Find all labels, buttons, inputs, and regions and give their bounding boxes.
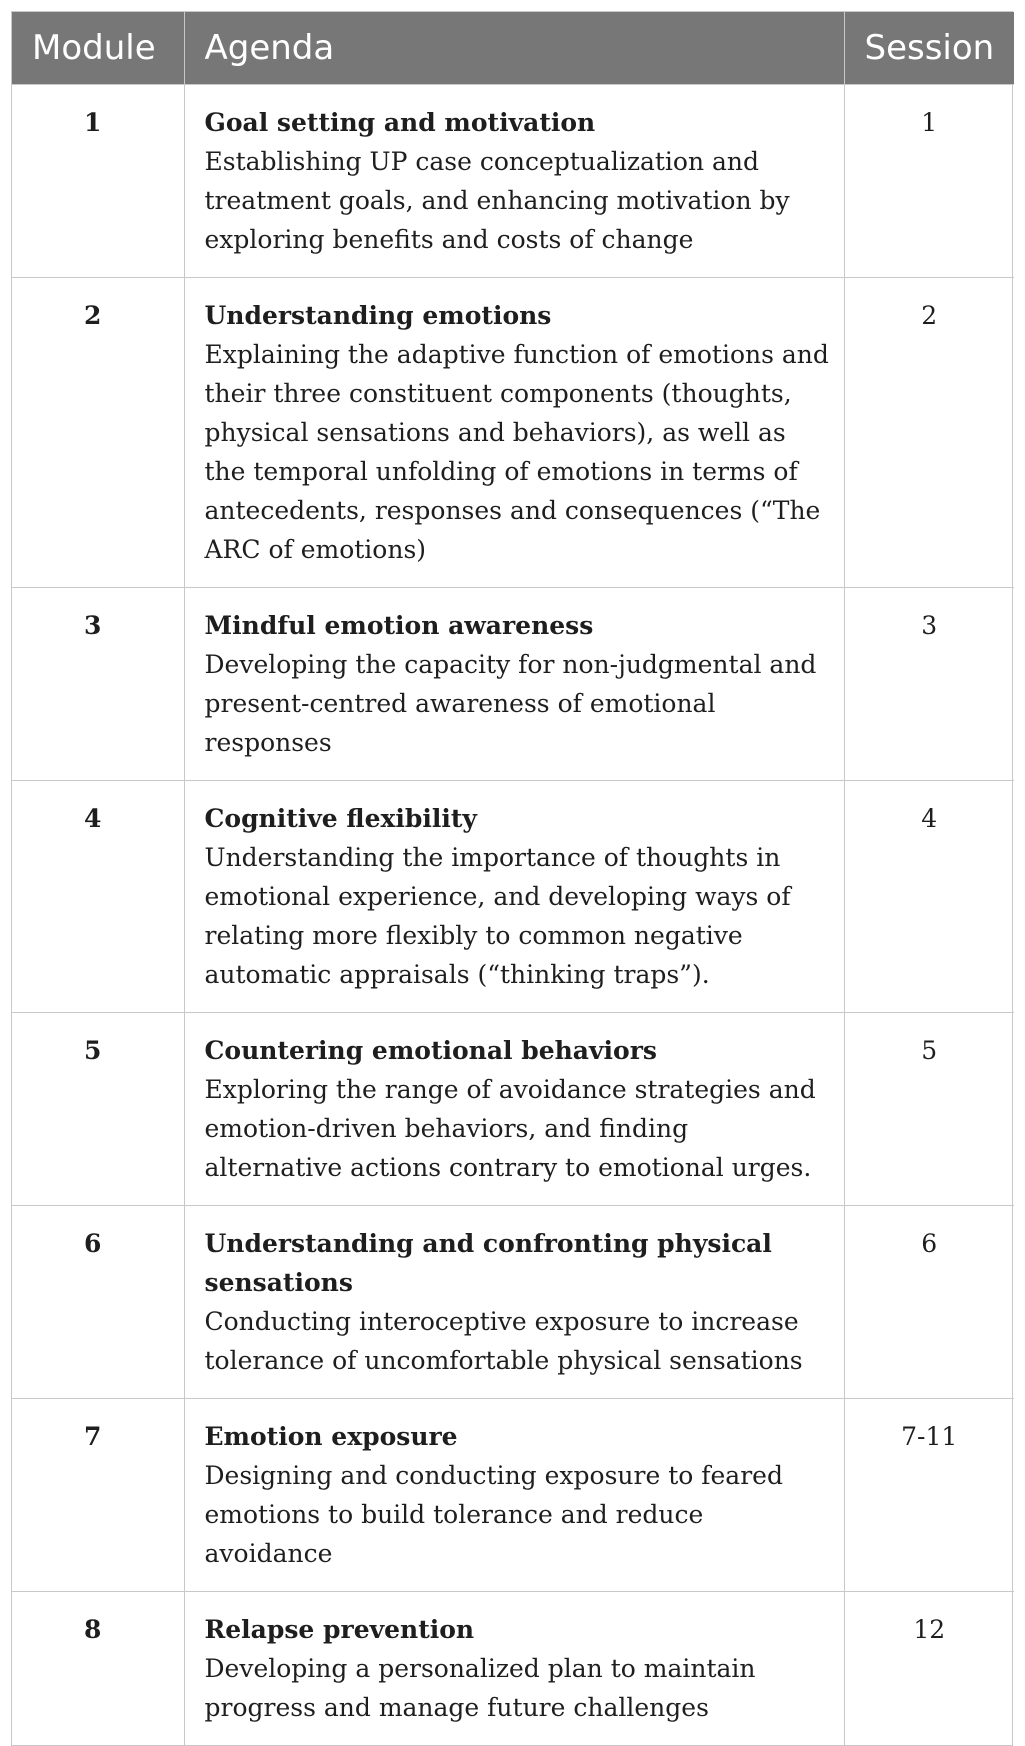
agenda-cell [184, 1012, 844, 1205]
session-number: 12 [844, 1591, 1014, 1745]
module-number: 5 [12, 1012, 184, 1205]
table-row [12, 587, 1014, 780]
table-row [12, 780, 1014, 1012]
agenda-description: Understanding the importance of thoughts in emotional experience, and developing ways of relating more flexibly to common negative automatic appraisals (“thinking traps”). [204, 842, 791, 989]
table-header [12, 12, 1014, 84]
table-row [12, 1205, 1014, 1398]
module-table [11, 11, 1013, 1746]
agenda-description: Establishing UP case conceptualization and treatment goals, and enhancing motivation by exploring benefits and costs of change [204, 146, 790, 254]
agenda-cell [184, 277, 844, 587]
agenda-description: Designing and conducting exposure to feared emotions to build tolerance and reduce avoidance [204, 1460, 783, 1568]
module-number: 1 [12, 84, 184, 277]
table-row [12, 1591, 1014, 1745]
session-number: 3 [844, 587, 1014, 780]
module-number: 4 [12, 780, 184, 1012]
header-agenda: Agenda [184, 12, 844, 84]
table-row [12, 1398, 1014, 1591]
module-number: 8 [12, 1591, 184, 1745]
agenda-cell [184, 1591, 844, 1745]
agenda-title: Emotion exposure [204, 1421, 458, 1451]
agenda-cell [184, 780, 844, 1012]
header-session: Session [844, 12, 1014, 84]
agenda-title: Cognitive flexibility [204, 803, 477, 833]
header-module: Module [12, 12, 184, 84]
agenda-title: Countering emotional behaviors [204, 1035, 657, 1065]
table-body [12, 84, 1014, 1745]
agenda-table [12, 12, 1014, 1745]
agenda-title: Understanding and confronting physical sensations [204, 1228, 772, 1297]
agenda-title: Relapse prevention [204, 1614, 475, 1644]
session-number: 5 [844, 1012, 1014, 1205]
session-number: 2 [844, 277, 1014, 587]
module-number: 7 [12, 1398, 184, 1591]
header-row [12, 12, 1014, 84]
agenda-cell [184, 1205, 844, 1398]
agenda-cell [184, 1398, 844, 1591]
agenda-description: Developing the capacity for non-judgmental and present-centred awareness of emotional responses [204, 649, 817, 757]
session-number: 7-11 [844, 1398, 1014, 1591]
session-number: 1 [844, 84, 1014, 277]
table-row [12, 84, 1014, 277]
module-number: 6 [12, 1205, 184, 1398]
agenda-cell [184, 84, 844, 277]
agenda-title: Understanding emotions [204, 300, 552, 330]
agenda-description: Developing a personalized plan to maintain progress and manage future challenges [204, 1653, 756, 1722]
session-number: 6 [844, 1205, 1014, 1398]
module-number: 2 [12, 277, 184, 587]
agenda-description: Conducting interoceptive exposure to increase tolerance of uncomfortable physical sensations [204, 1306, 803, 1375]
table-row [12, 277, 1014, 587]
agenda-title: Mindful emotion awareness [204, 610, 594, 640]
agenda-description: Explaining the adaptive function of emotions and their three constituent components (thoughts, physical sensations and behaviors), as well as the temporal unfolding of emotions in terms of antecedents, responses and consequences (“The ARC of emotions) [204, 339, 829, 564]
module-number: 3 [12, 587, 184, 780]
agenda-cell [184, 587, 844, 780]
agenda-description: Exploring the range of avoidance strategies and emotion-driven behaviors, and finding alternative actions contrary to emotional urges. [204, 1074, 816, 1182]
session-number: 4 [844, 780, 1014, 1012]
agenda-title: Goal setting and motivation [204, 107, 596, 137]
table-row [12, 1012, 1014, 1205]
